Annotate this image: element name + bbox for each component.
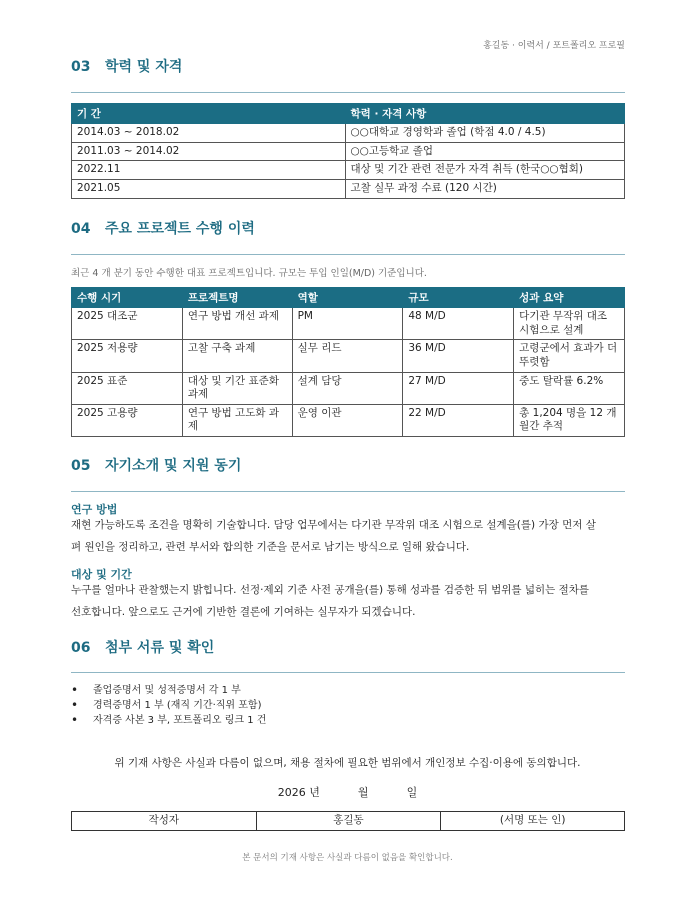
signature-seal-field[interactable]: (서명 또는 인) [441, 812, 625, 831]
cell-result: 고령군에서 효과가 더 뚜렷함 [514, 340, 625, 372]
cell-detail: ○○고등학교 졸업 [345, 142, 624, 161]
signature-label: 작성자 [72, 812, 257, 831]
running-header: 홍길동 · 이력서 / 포트폴리오 프로필 [483, 41, 625, 51]
cell-detail: 고찰 실무 과정 수료 (120 시간) [345, 179, 624, 198]
intro-subheading-target: 대상 및 기간 [71, 568, 132, 581]
section-title: 자기소개 및 지원 동기 [105, 458, 242, 474]
header-cell: 규모 [403, 288, 514, 308]
paragraph-line: 재현 가능하도록 조건을 명확히 기술합니다. 담당 업무에서는 다기관 무작위 대조 시험으로 설계을(를) 가장 먼저 살 [71, 519, 596, 531]
section-attach-heading [71, 637, 625, 657]
section-number: 06 [71, 640, 91, 656]
table-header-row [72, 104, 625, 124]
date-year: 2026 년 [277, 786, 320, 799]
cell-project: 대상 및 기간 표준화 과제 [182, 372, 292, 404]
section-number: 05 [71, 458, 91, 474]
table-header-row [72, 288, 625, 308]
header-cell: 프로젝트명 [182, 288, 292, 308]
header-cell: 수행 시기 [72, 288, 183, 308]
cell-scale: 36 M/D [403, 340, 514, 372]
header-cell: 학력 · 자격 사항 [345, 104, 624, 124]
cell-period: 2021.05 [72, 179, 346, 198]
section-number: 03 [71, 59, 91, 75]
signature-name: 홍길동 [256, 812, 441, 831]
list-item: • 경력증명서 1 부 (재직 기간·직위 포함) [71, 698, 266, 713]
date-line [0, 784, 695, 800]
paragraph-line: 선호합니다. 앞으로도 근거에 기반한 결론에 기여하는 실무자가 되겠습니다. [71, 606, 416, 618]
list-item: • 자격증 사본 3 부, 포트폴리오 링크 1 건 [71, 713, 266, 728]
cell-project: 연구 방법 고도화 과제 [182, 404, 292, 436]
cell-period: 2011.03 ~ 2014.02 [72, 142, 346, 161]
section-projects-heading [71, 218, 625, 238]
section-title: 학력 및 자격 [105, 59, 183, 75]
cell-scale: 22 M/D [403, 404, 514, 436]
cell-scale: 27 M/D [403, 372, 514, 404]
header-cell: 역할 [292, 288, 403, 308]
section-divider [71, 672, 625, 673]
section-divider [71, 254, 625, 255]
table-row [72, 404, 625, 436]
paragraph-line: 펴 원인을 정리하고, 관련 부서와 합의한 기준을 문서로 남기는 방식으로 일해 왔습니다. [71, 541, 470, 553]
cell-result: 중도 탈락률 6.2% [514, 372, 625, 404]
footer-note: 본 문서의 기재 사항은 사실과 다름이 없음을 확인합니다. [242, 853, 453, 863]
cell-period: 2025 표준 [72, 372, 183, 404]
cell-role: 운영 이관 [292, 404, 403, 436]
cell-role: PM [292, 308, 403, 340]
section-intro-heading [71, 455, 625, 475]
cell-result: 다기관 무작위 대조 시험으로 설계 [514, 308, 625, 340]
cell-period: 2014.03 ~ 2018.02 [72, 124, 346, 143]
cell-period: 2022.11 [72, 161, 346, 180]
cell-project: 고찰 구축 과제 [182, 340, 292, 372]
section-education-heading [71, 56, 625, 76]
cell-detail: 대상 및 기간 관련 전문가 자격 취득 (한국○○협회) [345, 161, 624, 180]
projects-note: 최근 4 개 분기 동안 수행한 대표 프로젝트입니다. 규모는 투입 인일(M/D) 기준입니다. [71, 268, 427, 279]
header-cell: 기 간 [72, 104, 346, 124]
section-divider [71, 491, 625, 492]
education-table [71, 103, 625, 199]
attachments-list [71, 683, 266, 728]
intro-paragraph-method [71, 514, 625, 558]
cell-detail: ○○대학교 경영학과 졸업 (학점 4.0 / 4.5) [345, 124, 624, 143]
section-divider [71, 92, 625, 93]
cell-result: 총 1,204 명을 12 개월간 추적 [514, 404, 625, 436]
list-item: • 졸업증명서 및 성적증명서 각 1 부 [71, 683, 266, 698]
table-row [72, 308, 625, 340]
intro-paragraph-target [71, 579, 625, 623]
section-title: 주요 프로젝트 수행 이력 [105, 221, 255, 237]
cell-period: 2025 저용량 [72, 340, 183, 372]
cell-role: 실무 리드 [292, 340, 403, 372]
cell-scale: 48 M/D [403, 308, 514, 340]
table-row [72, 142, 625, 161]
intro-subheading-method: 연구 방법 [71, 503, 118, 516]
date-month: 월 [357, 786, 369, 799]
signature-row [72, 812, 625, 831]
table-row [72, 124, 625, 143]
projects-table [71, 287, 625, 437]
paragraph-line: 누구를 얼마나 관찰했는지 밝힙니다. 선정·제외 기준 사전 공개을(를) 통해 성과를 검증한 뒤 범위를 넓히는 절차를 [71, 584, 590, 596]
consent-statement: 위 기재 사항은 사실과 다름이 없으며, 채용 절차에 필요한 범위에서 개인정보 수집·이용에 동의합니다. [114, 757, 581, 769]
header-cell: 성과 요약 [514, 288, 625, 308]
cell-period: 2025 고용량 [72, 404, 183, 436]
table-row [72, 340, 625, 372]
cell-role: 설계 담당 [292, 372, 403, 404]
table-row [72, 161, 625, 180]
table-row [72, 179, 625, 198]
section-number: 04 [71, 221, 91, 237]
table-row [72, 372, 625, 404]
date-day: 일 [406, 786, 418, 799]
cell-project: 연구 방법 개선 과제 [182, 308, 292, 340]
cell-period: 2025 대조군 [72, 308, 183, 340]
signature-table [71, 811, 625, 831]
section-title: 첨부 서류 및 확인 [105, 640, 215, 656]
